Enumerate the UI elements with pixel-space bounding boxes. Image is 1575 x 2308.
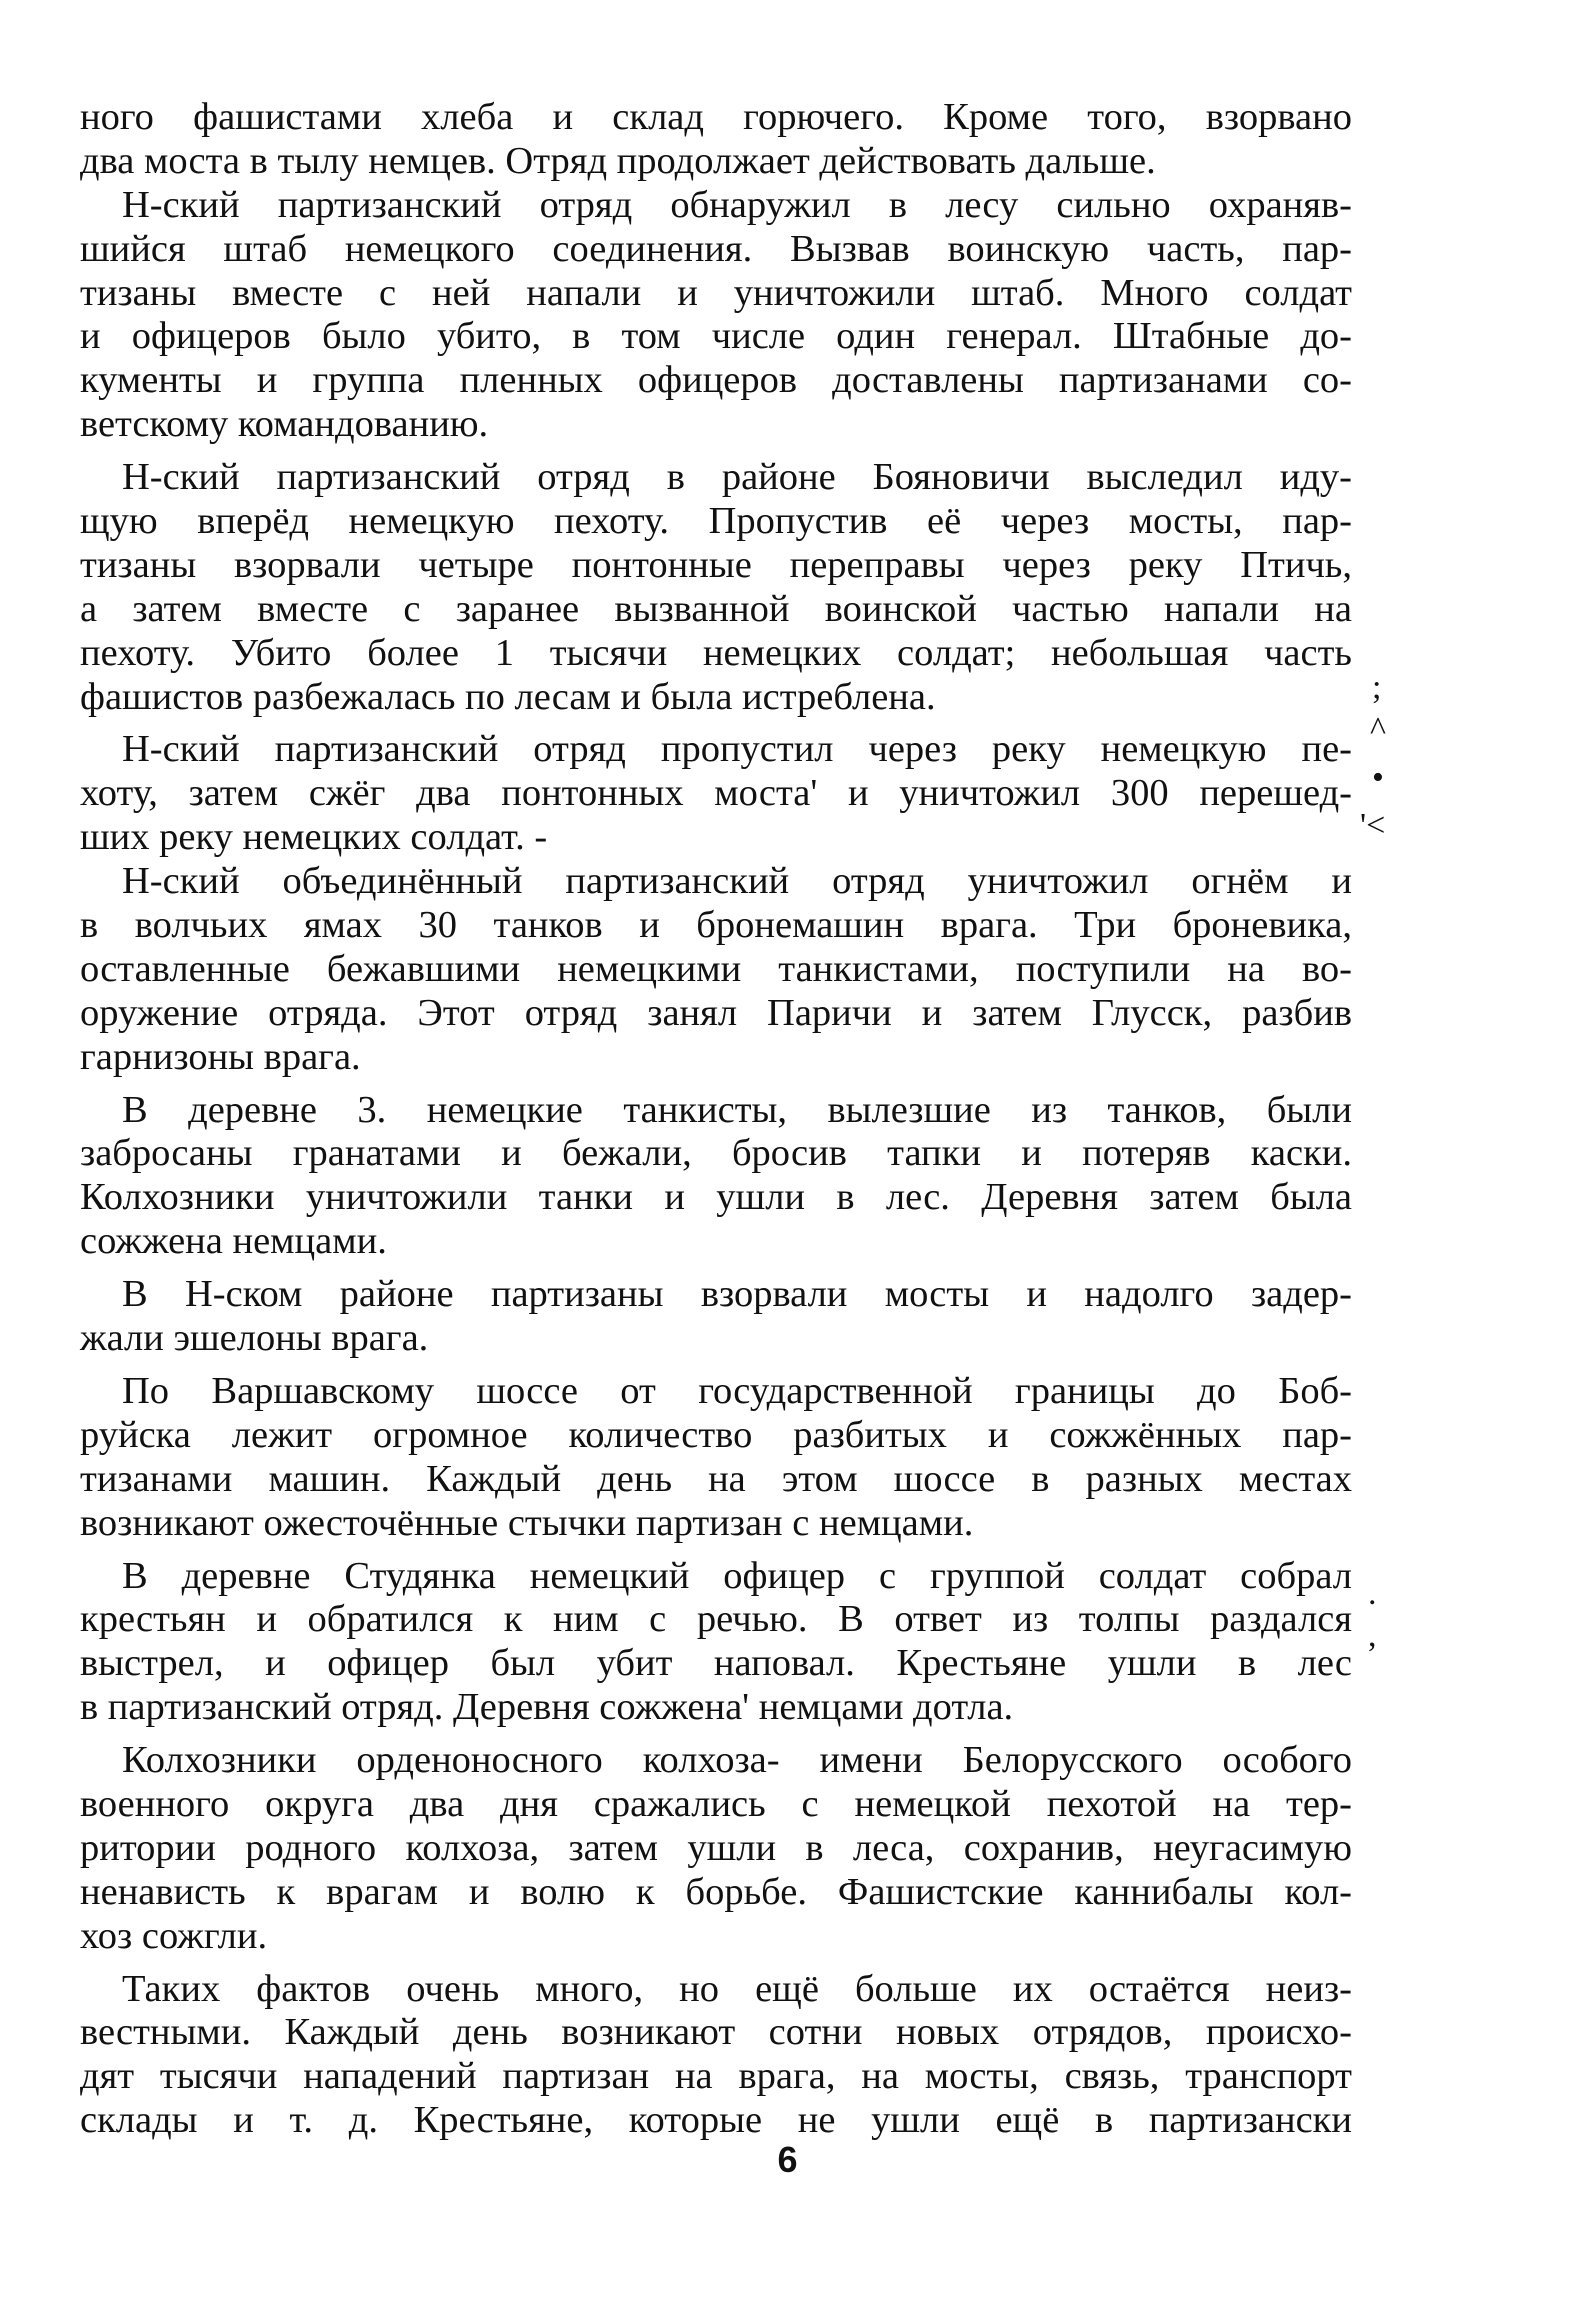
text-line: тизанами машин. Каждый день на этом шоссе в разных местах xyxy=(80,1457,1352,1500)
text-line: кументы и группа пленных офицеров доставлены партизанами со- xyxy=(80,359,1352,402)
paragraph xyxy=(80,96,1352,184)
paragraph xyxy=(80,1370,1352,1546)
margin-mark: . xyxy=(1368,1575,1377,1612)
text-line: гарнизоны врага. xyxy=(80,1035,361,1078)
text-line: жали эшелоны врага. xyxy=(80,1317,429,1360)
text-line: Колхозники орденоносного колхоза- имени Белорусского особого xyxy=(122,1739,1352,1782)
text-line: тизаны вместе с ней напали и уничтожили штаб. Много солдат xyxy=(80,271,1352,314)
paragraph xyxy=(80,1273,1352,1361)
text-line: фашистов разбежалась по лесам и была истреблена. xyxy=(80,675,936,718)
text-line: хоту, затем сжёг два понтонных моста' и уничтожил 300 перешед- xyxy=(80,772,1352,815)
text-line: ветскому командованию. xyxy=(80,403,489,446)
text-line: Н-ский партизанский отряд пропустил через реку немецкую пе- xyxy=(122,728,1352,771)
text-line: два моста в тылу немцев. Отряд продолжает действовать дальше. xyxy=(80,139,1156,182)
margin-mark: • xyxy=(1372,759,1384,796)
text-line: хоз сожгли. xyxy=(80,1914,268,1957)
paragraph xyxy=(80,456,1352,719)
text-line: а затем вместе с заранее вызванной воинской частью напали на xyxy=(80,587,1352,630)
paragraph xyxy=(80,1739,1352,1958)
margin-mark: , xyxy=(1368,1617,1377,1654)
paragraph xyxy=(80,860,1352,1079)
page-number: 6 xyxy=(777,2139,798,2180)
text-line: Н-ский объединённый партизанский отряд уничтожил огнём и xyxy=(122,860,1352,903)
document-page xyxy=(80,96,1352,2143)
margin-mark: ^ xyxy=(1370,711,1386,748)
text-line: В деревне Студянка немецкий офицер с группой солдат собрал xyxy=(122,1554,1352,1597)
paragraph xyxy=(80,1555,1352,1731)
margin-mark: ; xyxy=(1372,669,1382,706)
text-line: забросаны гранатами и бежали, бросив тапки и потеряв каски. xyxy=(80,1132,1352,1175)
text-line: шийся штаб немецкого соединения. Вызвав воинскую часть, пар- xyxy=(80,227,1352,270)
text-line: щую вперёд немецкую пехоту. Пропустив её через мосты, пар- xyxy=(80,500,1352,543)
text-line: оружение отряда. Этот отряд занял Паричи и затем Глусск, разбив xyxy=(80,991,1352,1034)
margin-mark: '< xyxy=(1360,807,1386,844)
text-line: ших реку немецких солдат. - xyxy=(80,816,548,859)
text-line: и офицеров было убито, в том числе один генерал. Штабные до- xyxy=(80,315,1352,358)
text-line: Колхозники уничтожили танки и ушли в лес. Деревня затем была xyxy=(80,1176,1352,1219)
text-line: в партизанский отряд. Деревня сожжена' немцами дотла. xyxy=(80,1686,1014,1729)
paragraph xyxy=(80,1089,1352,1265)
text-line: дят тысячи нападений партизан на врага, на мосты, связь, транспорт xyxy=(80,2055,1352,2098)
text-line: В деревне 3. немецкие танкисты, вылезшие из танков, были xyxy=(122,1088,1352,1131)
text-line: Н-ский партизанский отряд обнаружил в лесу сильно охраняв- xyxy=(122,183,1352,226)
text-line: в волчьих ямах 30 танков и бронемашин врага. Три броневика, xyxy=(80,904,1352,947)
text-line: ного фашистами хлеба и склад горючего. Кроме того, взорвано xyxy=(80,96,1352,138)
text-line: ненависть к врагам и волю к борьбе. Фашистские каннибалы кол- xyxy=(80,1870,1352,1913)
text-line: сожжена немцами. xyxy=(80,1220,387,1263)
text-line: ритории родного колхоза, затем ушли в леса, сохранив, неугасимую xyxy=(80,1826,1352,1869)
text-line: вестными. Каждый день возникают сотни новых отрядов, происхо- xyxy=(80,2011,1352,2054)
text-line: тизаны взорвали четыре понтонные переправы через реку Птичь, xyxy=(80,543,1352,586)
paragraph xyxy=(80,728,1352,860)
text-line: В Н-ском районе партизаны взорвали мосты и надолго задер- xyxy=(122,1273,1352,1316)
text-line: возникают ожесточённые стычки партизан с немцами. xyxy=(80,1501,974,1544)
paragraph xyxy=(80,184,1352,447)
text-line: военного округа два дня сражались с немецкой пехотой на тер- xyxy=(80,1782,1352,1825)
text-line: крестьян и обратился к ним с речью. В ответ из толпы раздался xyxy=(80,1598,1352,1641)
paragraph xyxy=(80,1968,1352,2144)
text-line: По Варшавскому шоссе от государственной границы до Боб- xyxy=(122,1369,1352,1412)
text-line: Таких фактов очень много, но ещё больше их остаётся неиз- xyxy=(122,1967,1352,2010)
text-line: оставленные бежавшими немецкими танкистами, поступили на во- xyxy=(80,947,1352,990)
text-line: пехоту. Убито более 1 тысячи немецких солдат; небольшая часть xyxy=(80,631,1352,674)
text-line: склады и т. д. Крестьяне, которые не ушли ещё в партизански xyxy=(80,2099,1352,2142)
text-line: выстрел, и офицер был убит наповал. Крестьяне ушли в лес xyxy=(80,1642,1352,1685)
text-line: Н-ский партизанский отряд в районе Бояновичи выследил иду- xyxy=(122,456,1352,499)
text-line: руйска лежит огромное количество разбитых и сожжённых пар- xyxy=(80,1413,1352,1456)
